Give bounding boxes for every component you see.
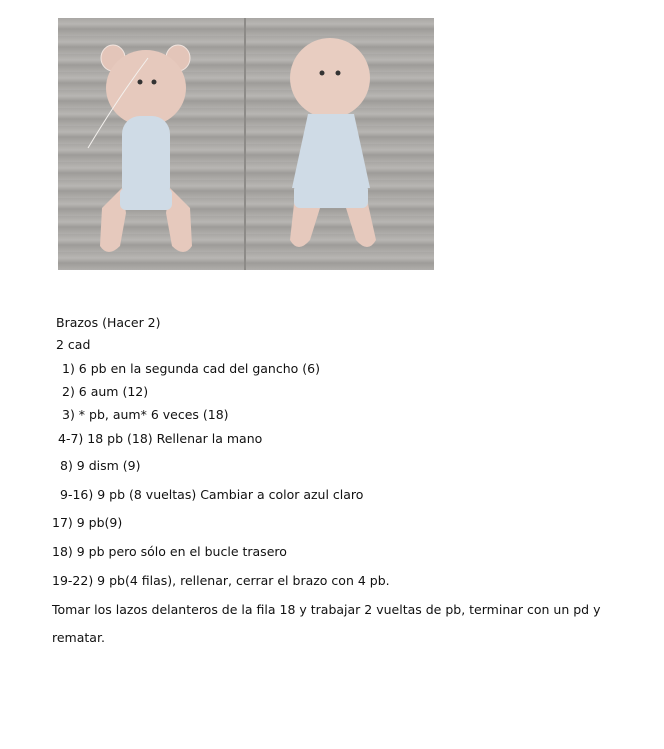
left-doll [88, 45, 192, 252]
instruction-line: 2 cad [56, 337, 91, 352]
instruction-line: 19-22) 9 pb(4 filas), rellenar, cerrar el brazo con 4 pb. [52, 573, 390, 588]
instruction-line: Tomar los lazos delanteros de la fila 18 y trabajar 2 vueltas de pb, terminar con un pd y [52, 602, 601, 617]
crochet-doll-photo [58, 18, 434, 270]
instruction-line: 4-7) 18 pb (18) Rellenar la mano [58, 431, 263, 446]
instruction-line: rematar. [52, 630, 105, 645]
instruction-line: 18) 9 pb pero sólo en el bucle trasero [52, 544, 287, 559]
instruction-line: 8) 9 dism (9) [60, 458, 141, 473]
doll-illustration [58, 18, 434, 270]
instruction-line: 2) 6 aum (12) [62, 384, 149, 399]
section-title: Brazos (Hacer 2) [56, 315, 161, 330]
photo-divider [244, 18, 246, 270]
instruction-line: 9-16) 9 pb (8 vueltas) Cambiar a color azul claro [60, 487, 364, 502]
instruction-line: 17) 9 pb(9) [52, 515, 123, 530]
instruction-line: 3) * pb, aum* 6 veces (18) [62, 407, 229, 422]
right-doll [290, 38, 376, 247]
instruction-line: 1) 6 pb en la segunda cad del gancho (6) [62, 361, 320, 376]
